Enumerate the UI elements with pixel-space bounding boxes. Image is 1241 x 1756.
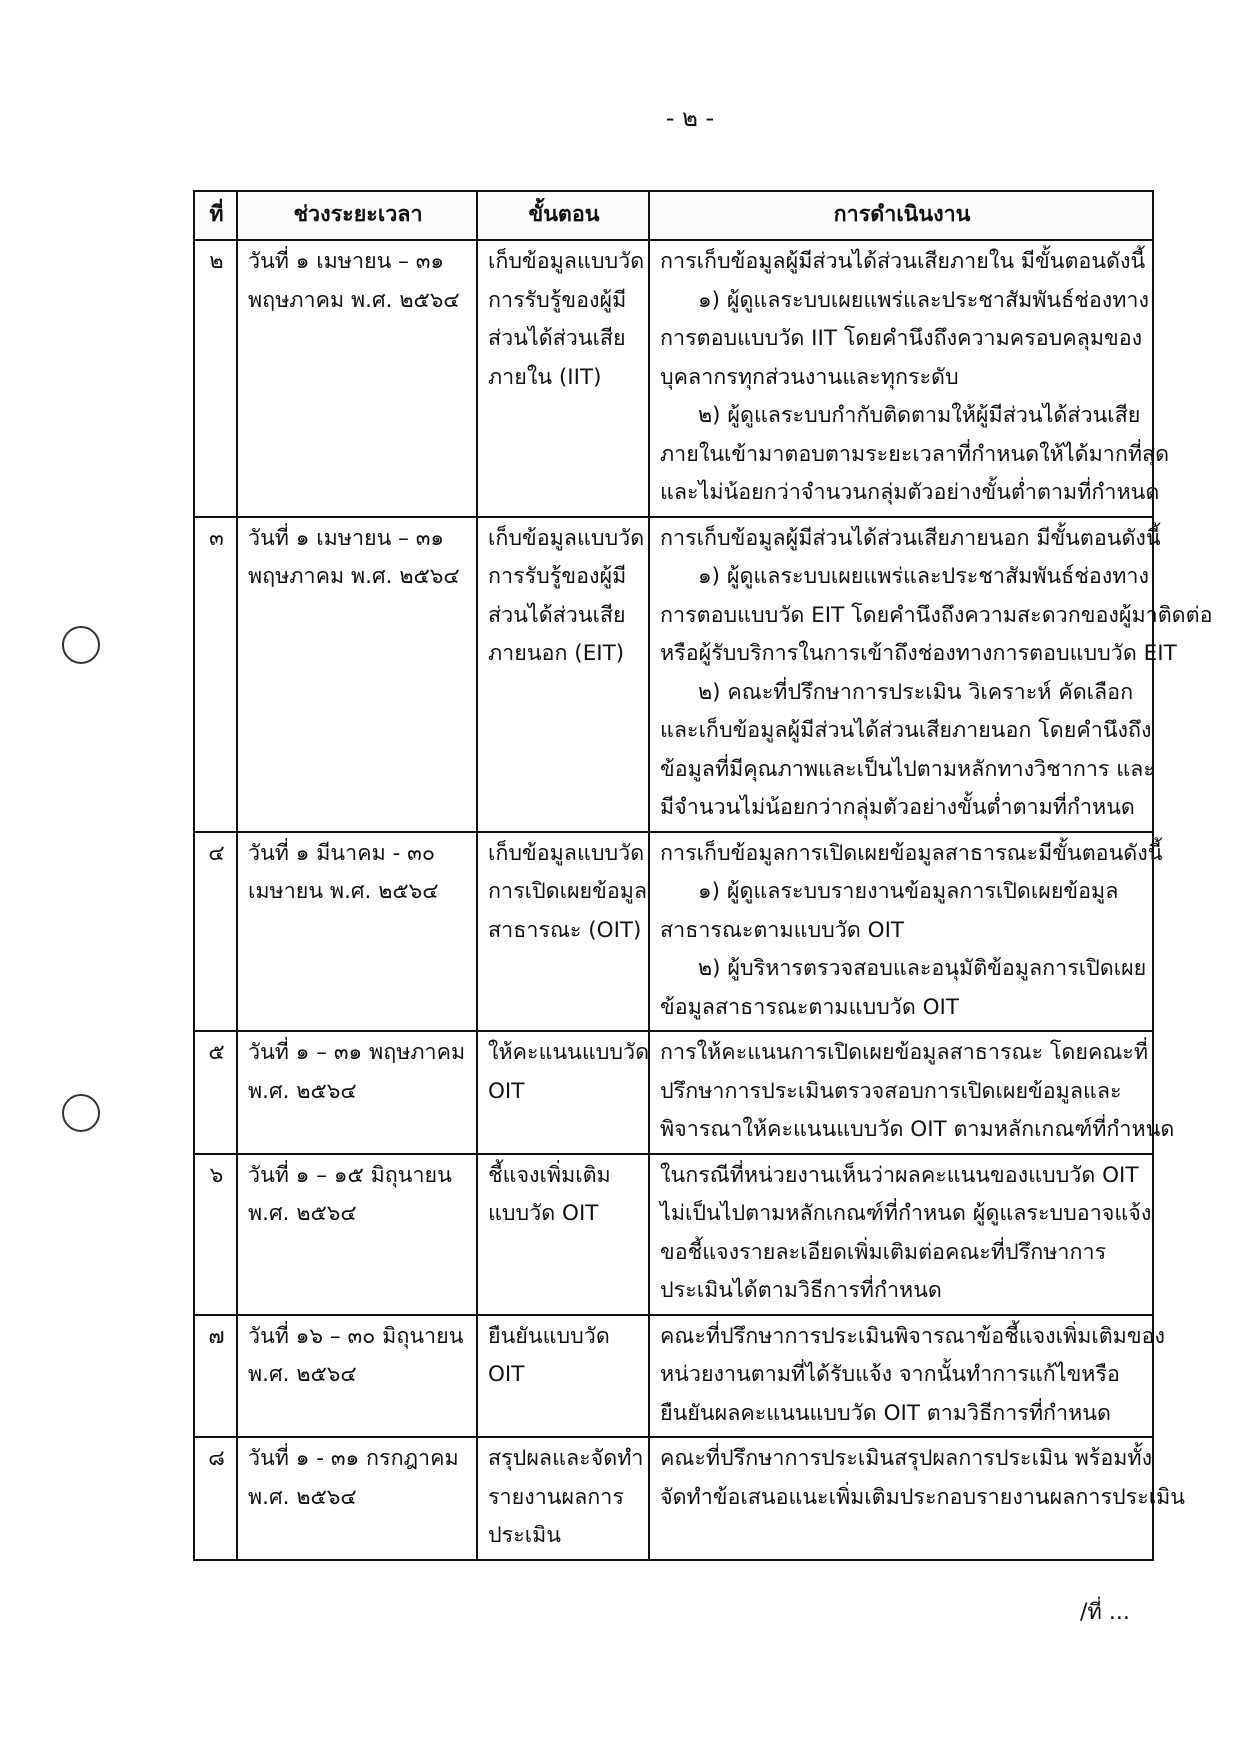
row-number: ๘ [194, 1437, 237, 1560]
table-row [194, 1031, 1153, 1154]
row-period [237, 832, 477, 1032]
step-line: ชี้แจงเพิ่มเติม [488, 1162, 611, 1188]
table-row [194, 1437, 1153, 1560]
row-number: ๓ [194, 517, 237, 832]
row-period [237, 1031, 477, 1154]
operation-line: ๒) คณะที่ปรึกษาการประเมิน วิเคราะห์ คัดเลือก [698, 679, 1134, 705]
step-line: เก็บข้อมูลแบบวัด [488, 525, 645, 551]
step-line: ส่วนได้ส่วนเสีย [488, 602, 626, 628]
table-row [194, 832, 1153, 1032]
operation-line: ยืนยันผลคะแนนแบบวัด OIT ตามวิธีการที่กำหนด [660, 1400, 1111, 1426]
row-operation [649, 1154, 1153, 1315]
operation-line: สาธารณะตามแบบวัด OIT [660, 917, 905, 943]
operation-line: ภายในเข้ามาตอบตามระยะเวลาที่กำหนดให้ได้มากที่สุด [660, 441, 1170, 467]
row-number: ๗ [194, 1315, 237, 1438]
period-line: พฤษภาคม พ.ศ. ๒๕๖๔ [248, 564, 460, 589]
operation-line: ๑) ผู้ดูแลระบบรายงานข้อมูลการเปิดเผยข้อมูล [698, 879, 1119, 904]
operation-line: มีจำนวนไม่น้อยกว่ากลุ่มตัวอย่างขั้นต่ำตามที่กำหนด [660, 795, 1135, 820]
period-line: พ.ศ. ๒๕๖๔ [248, 1201, 357, 1226]
table-row [194, 240, 1153, 517]
step-line: เก็บข้อมูลแบบวัด [488, 249, 645, 274]
step-line: ภายใน (IIT) [488, 364, 602, 390]
row-period [237, 1315, 477, 1438]
row-step [477, 1437, 649, 1560]
schedule-table [193, 190, 1213, 1561]
table-row [194, 1154, 1153, 1315]
operation-line: พิจารณาให้คะแนนแบบวัด OIT ตามหลักเกณฑ์ที่กำหนด [660, 1117, 1175, 1142]
operation-line: การเก็บข้อมูลการเปิดเผยข้อมูลสาธารณะมีขั้นตอนดังนี้ [660, 840, 1163, 866]
operation-line: บุคลากรทุกส่วนงานและทุกระดับ [660, 364, 959, 390]
operation-line: การตอบแบบวัด IIT โดยคำนึงถึงความครอบคลุมของ [660, 326, 1143, 351]
operation-line: ๑) ผู้ดูแลระบบเผยแพร่และประชาสัมพันธ์ช่องทาง [698, 564, 1149, 589]
operation-line: การเก็บข้อมูลผู้มีส่วนได้ส่วนเสียภายใน มีขั้นตอนดังนี้ [660, 249, 1146, 274]
row-operation [649, 1315, 1165, 1438]
operation-line: คณะที่ปรึกษาการประเมินพิจารณาข้อชี้แจงเพิ่มเติมของ [660, 1323, 1165, 1349]
operation-line: ๑) ผู้ดูแลระบบเผยแพร่และประชาสัมพันธ์ช่องทาง [698, 287, 1149, 313]
period-line: วันที่ ๑ - ๓๑ กรกฎาคม [248, 1446, 459, 1471]
operation-line: ขอชี้แจงรายละเอียดเพิ่มเติมต่อคณะที่ปรึกษาการ [660, 1239, 1107, 1265]
operation-line: การเก็บข้อมูลผู้มีส่วนได้ส่วนเสียภายนอก มีขั้นตอนดังนี้ [660, 525, 1161, 551]
period-line: วันที่ ๑ เมษายน – ๓๑ [248, 525, 445, 551]
operation-line: ข้อมูลสาธารณะตามแบบวัด OIT [660, 994, 960, 1020]
operation-line: การตอบแบบวัด EIT โดยคำนึงถึงความสะดวกของผู้มาติดต่อ [660, 602, 1213, 628]
period-line: วันที่ ๑ มีนาคม - ๓๐ [248, 840, 436, 866]
step-line: เก็บข้อมูลแบบวัด [488, 840, 645, 866]
period-line: เมษายน พ.ศ. ๒๕๖๔ [248, 879, 439, 904]
period-line: พฤษภาคม พ.ศ. ๒๕๖๔ [248, 287, 460, 313]
punch-hole-bottom [62, 1094, 100, 1132]
step-line: ส่วนได้ส่วนเสีย [488, 326, 626, 351]
period-line: วันที่ ๑ เมษายน – ๓๑ [248, 249, 445, 274]
row-step [477, 1315, 649, 1438]
operation-line: หรือผู้รับบริการในการเข้าถึงช่องทางการตอบแบบวัด EIT [660, 641, 1177, 666]
row-number: ๔ [194, 832, 237, 1032]
step-line: สรุปผลและจัดทำ [488, 1446, 644, 1471]
operation-line: ข้อมูลที่มีคุณภาพและเป็นไปตามหลักทางวิชาการ และ [660, 756, 1155, 782]
table-header-row [194, 191, 1153, 240]
period-line: พ.ศ. ๒๕๖๔ [248, 1484, 357, 1510]
header-step: ขั้นตอน [477, 191, 649, 240]
step-line: การเปิดเผยข้อมูล [488, 879, 648, 904]
row-period [237, 240, 477, 517]
operation-line: ในกรณีที่หน่วยงานเห็นว่าผลคะแนนของแบบวัด OIT [660, 1162, 1139, 1188]
operation-line: คณะที่ปรึกษาการประเมินสรุปผลการประเมิน พร้อมทั้ง [660, 1446, 1153, 1471]
row-step [477, 1031, 649, 1154]
step-line: การรับรู้ของผู้มี [488, 564, 627, 589]
operation-line: และไม่น้อยกว่าจำนวนกลุ่มตัวอย่างขั้นต่ำตามที่กำหนด [660, 480, 1160, 505]
table-row [194, 517, 1153, 832]
row-period [237, 1437, 477, 1560]
row-step [477, 517, 649, 832]
row-operation [649, 1031, 1175, 1154]
period-line: วันที่ ๑ – ๑๕ มิถุนายน [248, 1162, 452, 1188]
step-line: OIT [488, 1362, 525, 1387]
period-line: พ.ศ. ๒๕๖๔ [248, 1362, 357, 1387]
header-operation: การดำเนินงาน [649, 191, 1153, 240]
step-line: OIT [488, 1078, 525, 1104]
header-no: ที่ [194, 191, 237, 240]
page-number: - ๒ - [665, 104, 715, 132]
step-line: ภายนอก (EIT) [488, 641, 625, 666]
operation-line: ไม่เป็นไปตามหลักเกณฑ์ที่กำหนด ผู้ดูแลระบบอาจแจ้ง [660, 1201, 1152, 1226]
step-line: แบบวัด OIT [488, 1201, 599, 1226]
row-number: ๖ [194, 1154, 237, 1315]
row-operation [649, 240, 1170, 517]
row-step [477, 1154, 649, 1315]
operation-line: และเก็บข้อมูลผู้มีส่วนได้ส่วนเสียภายนอก โดยคำนึงถึง [660, 718, 1152, 743]
table-row [194, 1315, 1153, 1438]
operation-line: หน่วยงานตามที่ได้รับแจ้ง จากนั้นทำการแก้ไขหรือ [660, 1362, 1120, 1387]
period-line: วันที่ ๑ – ๓๑ พฤษภาคม [248, 1040, 466, 1065]
row-number: ๕ [194, 1031, 237, 1154]
step-line: ประเมิน [488, 1523, 561, 1548]
operation-line: ปรึกษาการประเมินตรวจสอบการเปิดเผยข้อมูลและ [660, 1078, 1122, 1104]
step-line: รายงานผลการ [488, 1484, 624, 1510]
header-period: ช่วงระยะเวลา [237, 191, 477, 240]
operation-line: ประเมินได้ตามวิธีการที่กำหนด [660, 1278, 942, 1303]
operation-line: ๒) ผู้ดูแลระบบกำกับติดตามให้ผู้มีส่วนได้ส่วนเสีย [698, 403, 1141, 428]
row-period [237, 1154, 477, 1315]
row-period [237, 517, 477, 832]
step-line: การรับรู้ของผู้มี [488, 287, 627, 313]
operation-line: จัดทำข้อเสนอแนะเพิ่มเติมประกอบรายงานผลการประเมิน [660, 1484, 1185, 1510]
period-line: วันที่ ๑๖ – ๓๐ มิถุนายน [248, 1323, 464, 1349]
step-line: ยืนยันแบบวัด [488, 1323, 610, 1349]
punch-hole-top [62, 626, 100, 664]
row-step [477, 832, 649, 1032]
row-step [477, 240, 649, 517]
row-operation [649, 517, 1213, 832]
continuation-note: /ที่ ... [1080, 1600, 1130, 1625]
row-operation [649, 1437, 1185, 1560]
row-operation [649, 832, 1163, 1032]
step-line: สาธารณะ (OIT) [488, 917, 642, 943]
operation-line: ๒) ผู้บริหารตรวจสอบและอนุมัติข้อมูลการเปิดเผย [698, 956, 1147, 981]
period-line: พ.ศ. ๒๕๖๔ [248, 1078, 357, 1104]
step-line: ให้คะแนนแบบวัด [488, 1040, 650, 1065]
operation-line: การให้คะแนนการเปิดเผยข้อมูลสาธารณะ โดยคณะที่ [660, 1040, 1149, 1065]
row-number: ๒ [194, 240, 237, 517]
